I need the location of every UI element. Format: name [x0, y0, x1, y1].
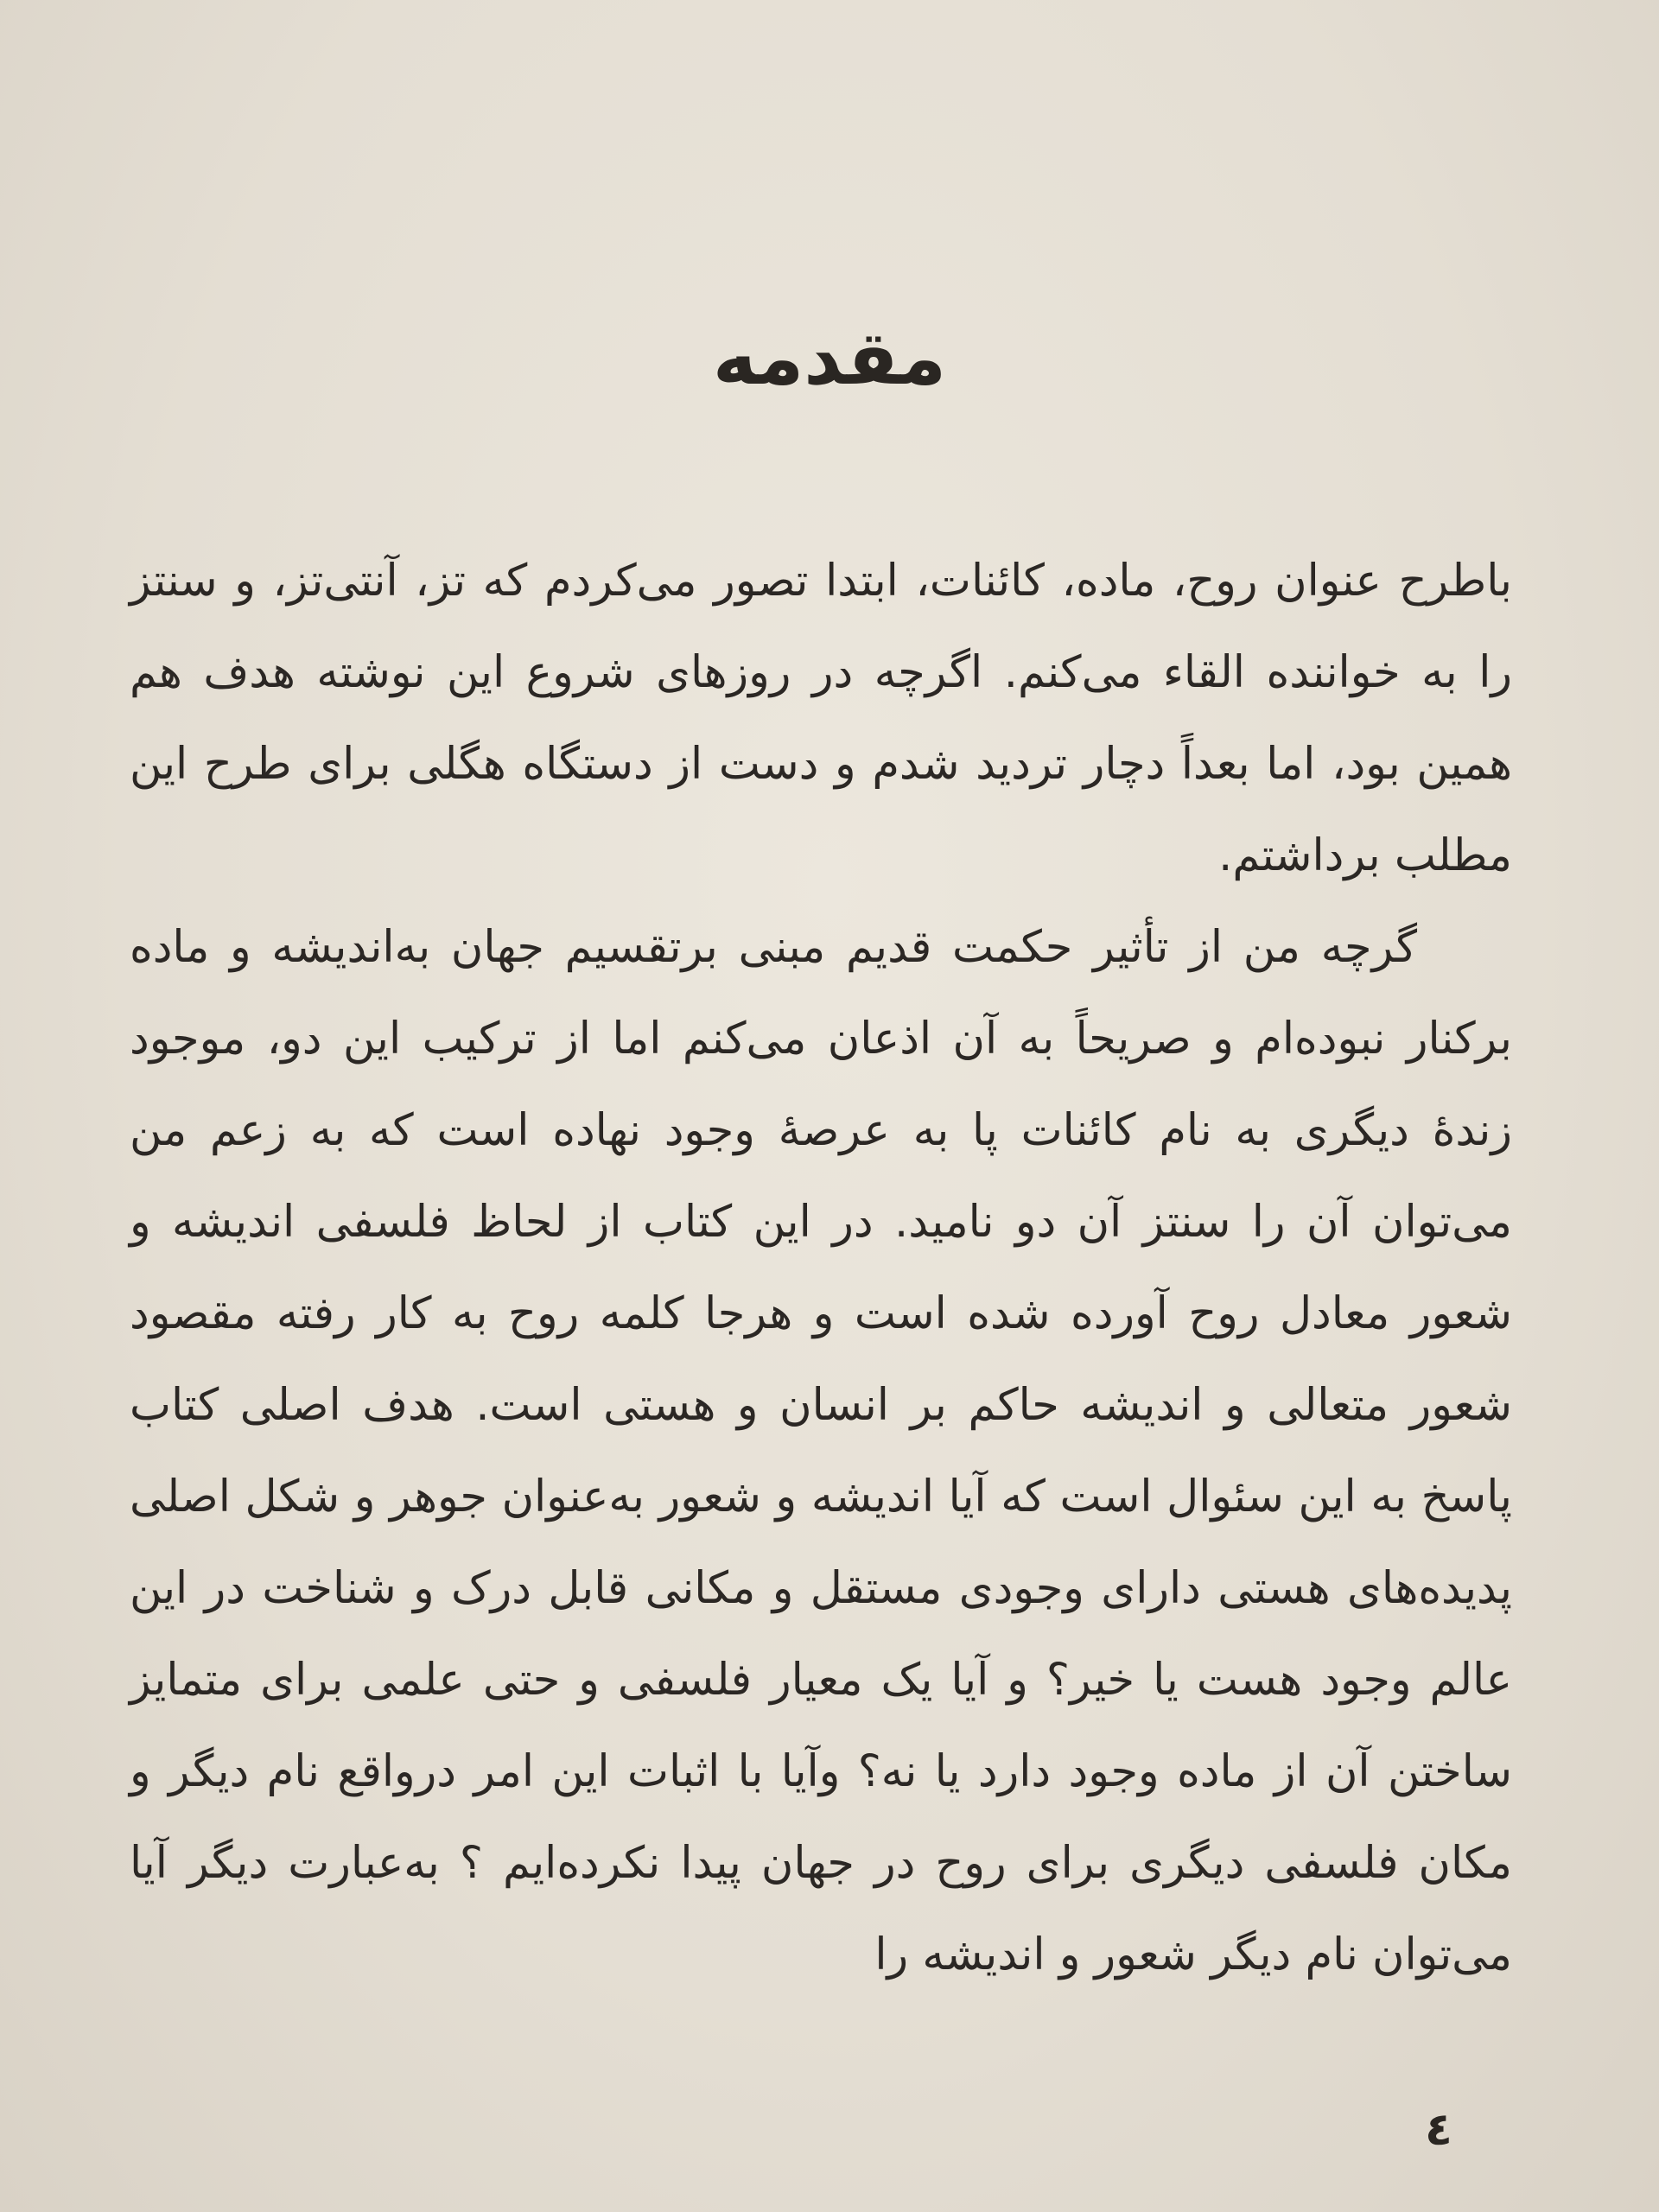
page-number: ٤: [1425, 2104, 1452, 2156]
page-title: مقدمه: [712, 315, 947, 402]
paragraph-2: گرچه من از تأثیر حکمت قدیم مبنی برتقسیم جهان به‌اندیشه و ماده برکنار نبوده‌ام و صریحاً به آن اذعان می‌کنم اما از ترکیب این دو، موجود زندهٔ دیگری به نام کائنات پا به عرصهٔ وجود نهاده است که به زعم من می‌توان آن را سنتز آن دو نامید. در این کتاب از لحاظ فلسفی اندیشه و شعور معادل روح آورده شده است و هرجا کلمه روح به کار رفته مقصود شعور متعالی و اندیشه حاکم بر انسان و هستی است. هدف اصلی کتاب پاسخ به این سئوال است که آیا اندیشه و شعور به‌عنوان جوهر و شکل اصلی پدیده‌های هستی دارای وجودی مستقل و مکانی قابل درک و شناخت در این عالم وجود هست یا خیر؟ و آیا یک معیار فلسفی و حتی علمی برای متمایز ساختن آن از ماده وجود دارد یا نه؟ وآیا با اثبات این امر درواقع نام دیگر و مکان فلسفی دیگری برای روح در جهان پیدا نکرده‌ایم ؟ به‌عبارت دیگر آیا می‌توان نام دیگر شعور و اندیشه را: [130, 922, 1512, 1980]
body-text: [130, 536, 1512, 2091]
paragraph-1: باطرح عنوان روح، ماده، کائنات، ابتدا تصور می‌کردم که تز، آنتی‌تز، و سنتز را به خواننده القاء می‌کنم. اگرچه در روزهای شروع این نوشته هدف هم همین بود، اما بعداً دچار تردید شدم و دست از دستگاه هگلی برای طرح این مطلب برداشتم.: [130, 556, 1512, 881]
